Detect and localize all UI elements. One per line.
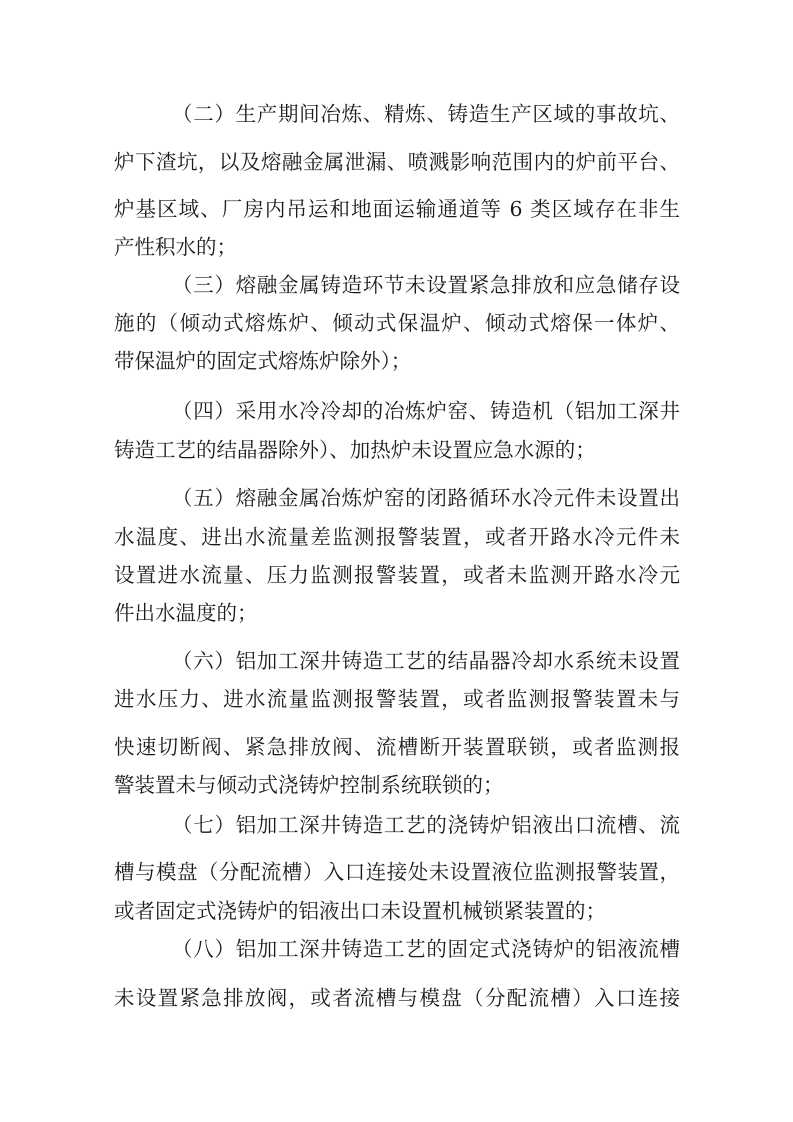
text-line: （五）熔融金属冶炼炉窑的闭路循环水冷元件未设置出 xyxy=(172,486,680,510)
text-line: 警装置未与倾动式浇铸炉控制系统联锁的； xyxy=(114,773,504,797)
text-line: （三）熔融金属铸造环节未设置紧急排放和应急储存设 xyxy=(172,273,680,297)
text-line: 或者固定式浇铸炉的铝液出口未设置机械锁紧装置的； xyxy=(114,899,606,923)
text-line: （四）采用水冷冷却的冶炼炉窑、铸造机（铝加工深井 xyxy=(172,399,680,423)
text-line: （八）铝加工深井铸造工艺的固定式浇铸炉的铝液流槽 xyxy=(172,937,680,961)
text-line: 进水压力、进水流量监测报警装置，或者监测报警装置未与 xyxy=(114,687,680,711)
text-line: 设置进水流量、压力监测报警装置，或者未监测开路水冷元 xyxy=(114,563,680,587)
text-line: （七）铝加工深井铸造工艺的浇铸炉铝液出口流槽、流 xyxy=(172,813,680,837)
text-line: 快速切断阀、紧急排放阀、流槽断开装置联锁，或者监测报 xyxy=(114,735,680,759)
text-line: 槽与模盘（分配流槽）入口连接处未设置液位监测报警装置， xyxy=(114,860,680,884)
text-line: 产性积水的； xyxy=(114,235,237,259)
text-line: （二）生产期间冶炼、精炼、铸造生产区域的事故坑、 xyxy=(172,102,680,126)
text-line: 铸造工艺的结晶器除外）、加热炉未设置应急水源的； xyxy=(114,438,596,462)
text-line: 炉下渣坑，以及熔融金属泄漏、喷溅影响范围内的炉前平台、 xyxy=(114,150,680,174)
text-line: 带保温炉的固定式熔炼炉除外）； xyxy=(114,349,412,373)
text-line: 施的（倾动式熔炼炉、倾动式保温炉、倾动式熔保一体炉、 xyxy=(114,311,680,335)
text-line: 件出水温度的； xyxy=(114,601,258,625)
text-line: 炉基区域、厂房内吊运和地面运输通道等 6 类区域存在非生 xyxy=(114,197,680,221)
text-line: （六）铝加工深井铸造工艺的结晶器冷却水系统未设置 xyxy=(172,649,680,673)
text-line: 水温度、进出水流量差监测报警装置，或者开路水冷元件未 xyxy=(114,525,680,549)
text-line: 未设置紧急排放阀，或者流槽与模盘（分配流槽）入口连接 xyxy=(114,986,680,1010)
